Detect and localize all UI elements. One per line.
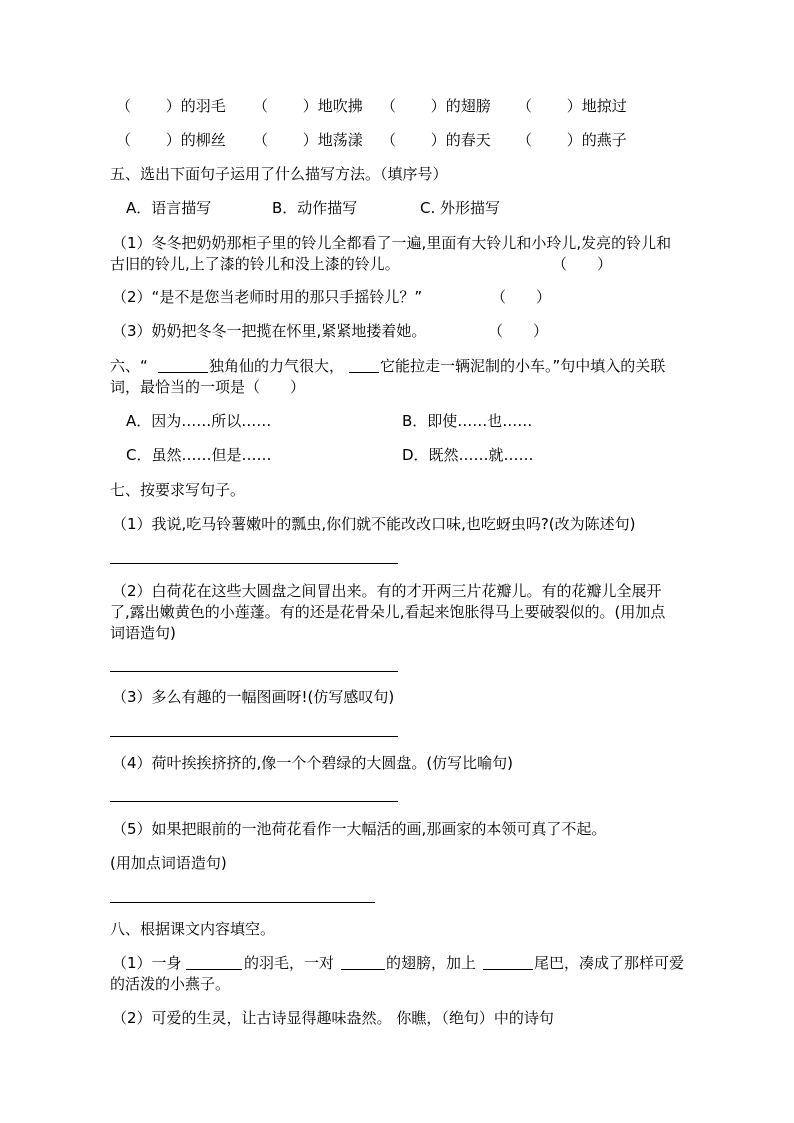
answer-paren: （ ）	[488, 322, 549, 340]
section-5-title: 五、选出下面句子运用了什么描写方法。（填序号）	[110, 165, 448, 183]
answer-line	[110, 671, 398, 672]
fill-item: （ ）地荡漾	[253, 131, 363, 149]
fill-item: （ ）的柳丝	[116, 131, 226, 149]
section-6-end: 它能拉走一辆泥制的小车。”句中填入的关联	[380, 357, 666, 375]
fill-item: （ ）的翅膀	[381, 97, 491, 115]
option-c: C．虽然……但是……	[126, 446, 272, 464]
section-8-q1-d: 尾巴，凑成了那样可爱	[534, 954, 685, 972]
blank-line	[349, 372, 379, 373]
section-5-q1-line1: （1）冬冬把奶奶那柜子里的铃儿全都看了一遍,里面有大铃儿和小玲儿,发亮的铃儿和	[112, 234, 672, 252]
blank-line	[341, 969, 385, 970]
section-7-title: 七、按要求写句子。	[110, 481, 246, 499]
fill-item: （ ）地掠过	[517, 97, 627, 115]
section-7-q5-line2: (用加点词语造句)	[110, 854, 227, 872]
section-5-q1-line2: 古旧的铃儿,上了漆的铃儿和没上漆的铃儿。	[110, 255, 400, 273]
section-8-q2: （2）可爱的生灵，让古诗显得趣味盎然。 你瞧，（绝句）中的诗句	[112, 1009, 554, 1027]
section-5-q2: （2）“是不是您当老师时用的那只手摇铃儿？”	[112, 288, 423, 306]
fill-item: （ ）的春天	[381, 131, 491, 149]
option-b: B．动作描写	[272, 199, 358, 217]
section-8-q1-b: 的羽毛，一对	[244, 954, 335, 972]
blank-line	[483, 969, 533, 970]
option-d: D．既然……就……	[402, 446, 534, 464]
answer-paren: （ ）	[491, 288, 552, 306]
option-a: A．语言描写	[126, 199, 212, 217]
section-5-q3: （3）奶奶把冬冬一把揽在怀里,紧紧地搂着她。	[112, 322, 427, 340]
fill-item: （ ）的燕子	[517, 131, 627, 149]
section-6-mid: 独角仙的力气很大，	[209, 357, 345, 375]
section-7-q4: （4）荷叶挨挨挤挤的,像一个个碧绿的大圆盘。(仿写比喻句)	[112, 754, 514, 772]
section-8-q1-a: （1）一身	[112, 954, 182, 972]
section-7-q3: （3）多么有趣的一幅图画呀!(仿写感叹句)	[112, 688, 395, 706]
section-8-q1-c: 的翅膀，加上	[386, 954, 477, 972]
option-b: B．即使……也……	[402, 412, 533, 430]
answer-line	[110, 902, 375, 903]
section-6-line2: 词，最恰当的一项是（ ）	[110, 378, 306, 396]
blank-line	[186, 969, 242, 970]
blank-line	[158, 372, 208, 373]
section-6-prefix: 六、“	[110, 357, 148, 375]
answer-line	[110, 563, 398, 564]
fill-item: （ ）的羽毛	[116, 97, 226, 115]
answer-line	[110, 736, 398, 737]
section-7-q2-line1: （2）白荷花在这些大圆盘之间冒出来。有的才开两三片花瓣儿。有的花瓣儿全展开	[112, 582, 662, 600]
section-7-q1: （1）我说,吃马铃薯嫩叶的瓢虫,你们就不能改改口味,也吃蚜虫吗?(改为陈述句)	[112, 515, 636, 533]
answer-line	[110, 801, 398, 802]
section-8-q1-line2: 的活泼的小燕子。	[110, 975, 231, 993]
section-8-title: 八、根据课文内容填空。	[110, 920, 276, 938]
section-7-q5-line1: （5）如果把眼前的一池荷花看作一大幅活的画,那画家的本领可真了不起。	[112, 820, 607, 838]
option-c: C. 外形描写	[420, 199, 501, 217]
answer-paren: （ ）	[552, 255, 613, 273]
option-a: A．因为……所以……	[126, 412, 272, 430]
section-7-q2-line3: 词语造句)	[110, 624, 176, 642]
fill-item: （ ）地吹拂	[253, 97, 363, 115]
section-7-q2-line2: 了,露出嫩黄色的小莲蓬。有的还是花骨朵儿,看起来饱胀得马上要破裂似的。(用加点	[110, 603, 666, 621]
